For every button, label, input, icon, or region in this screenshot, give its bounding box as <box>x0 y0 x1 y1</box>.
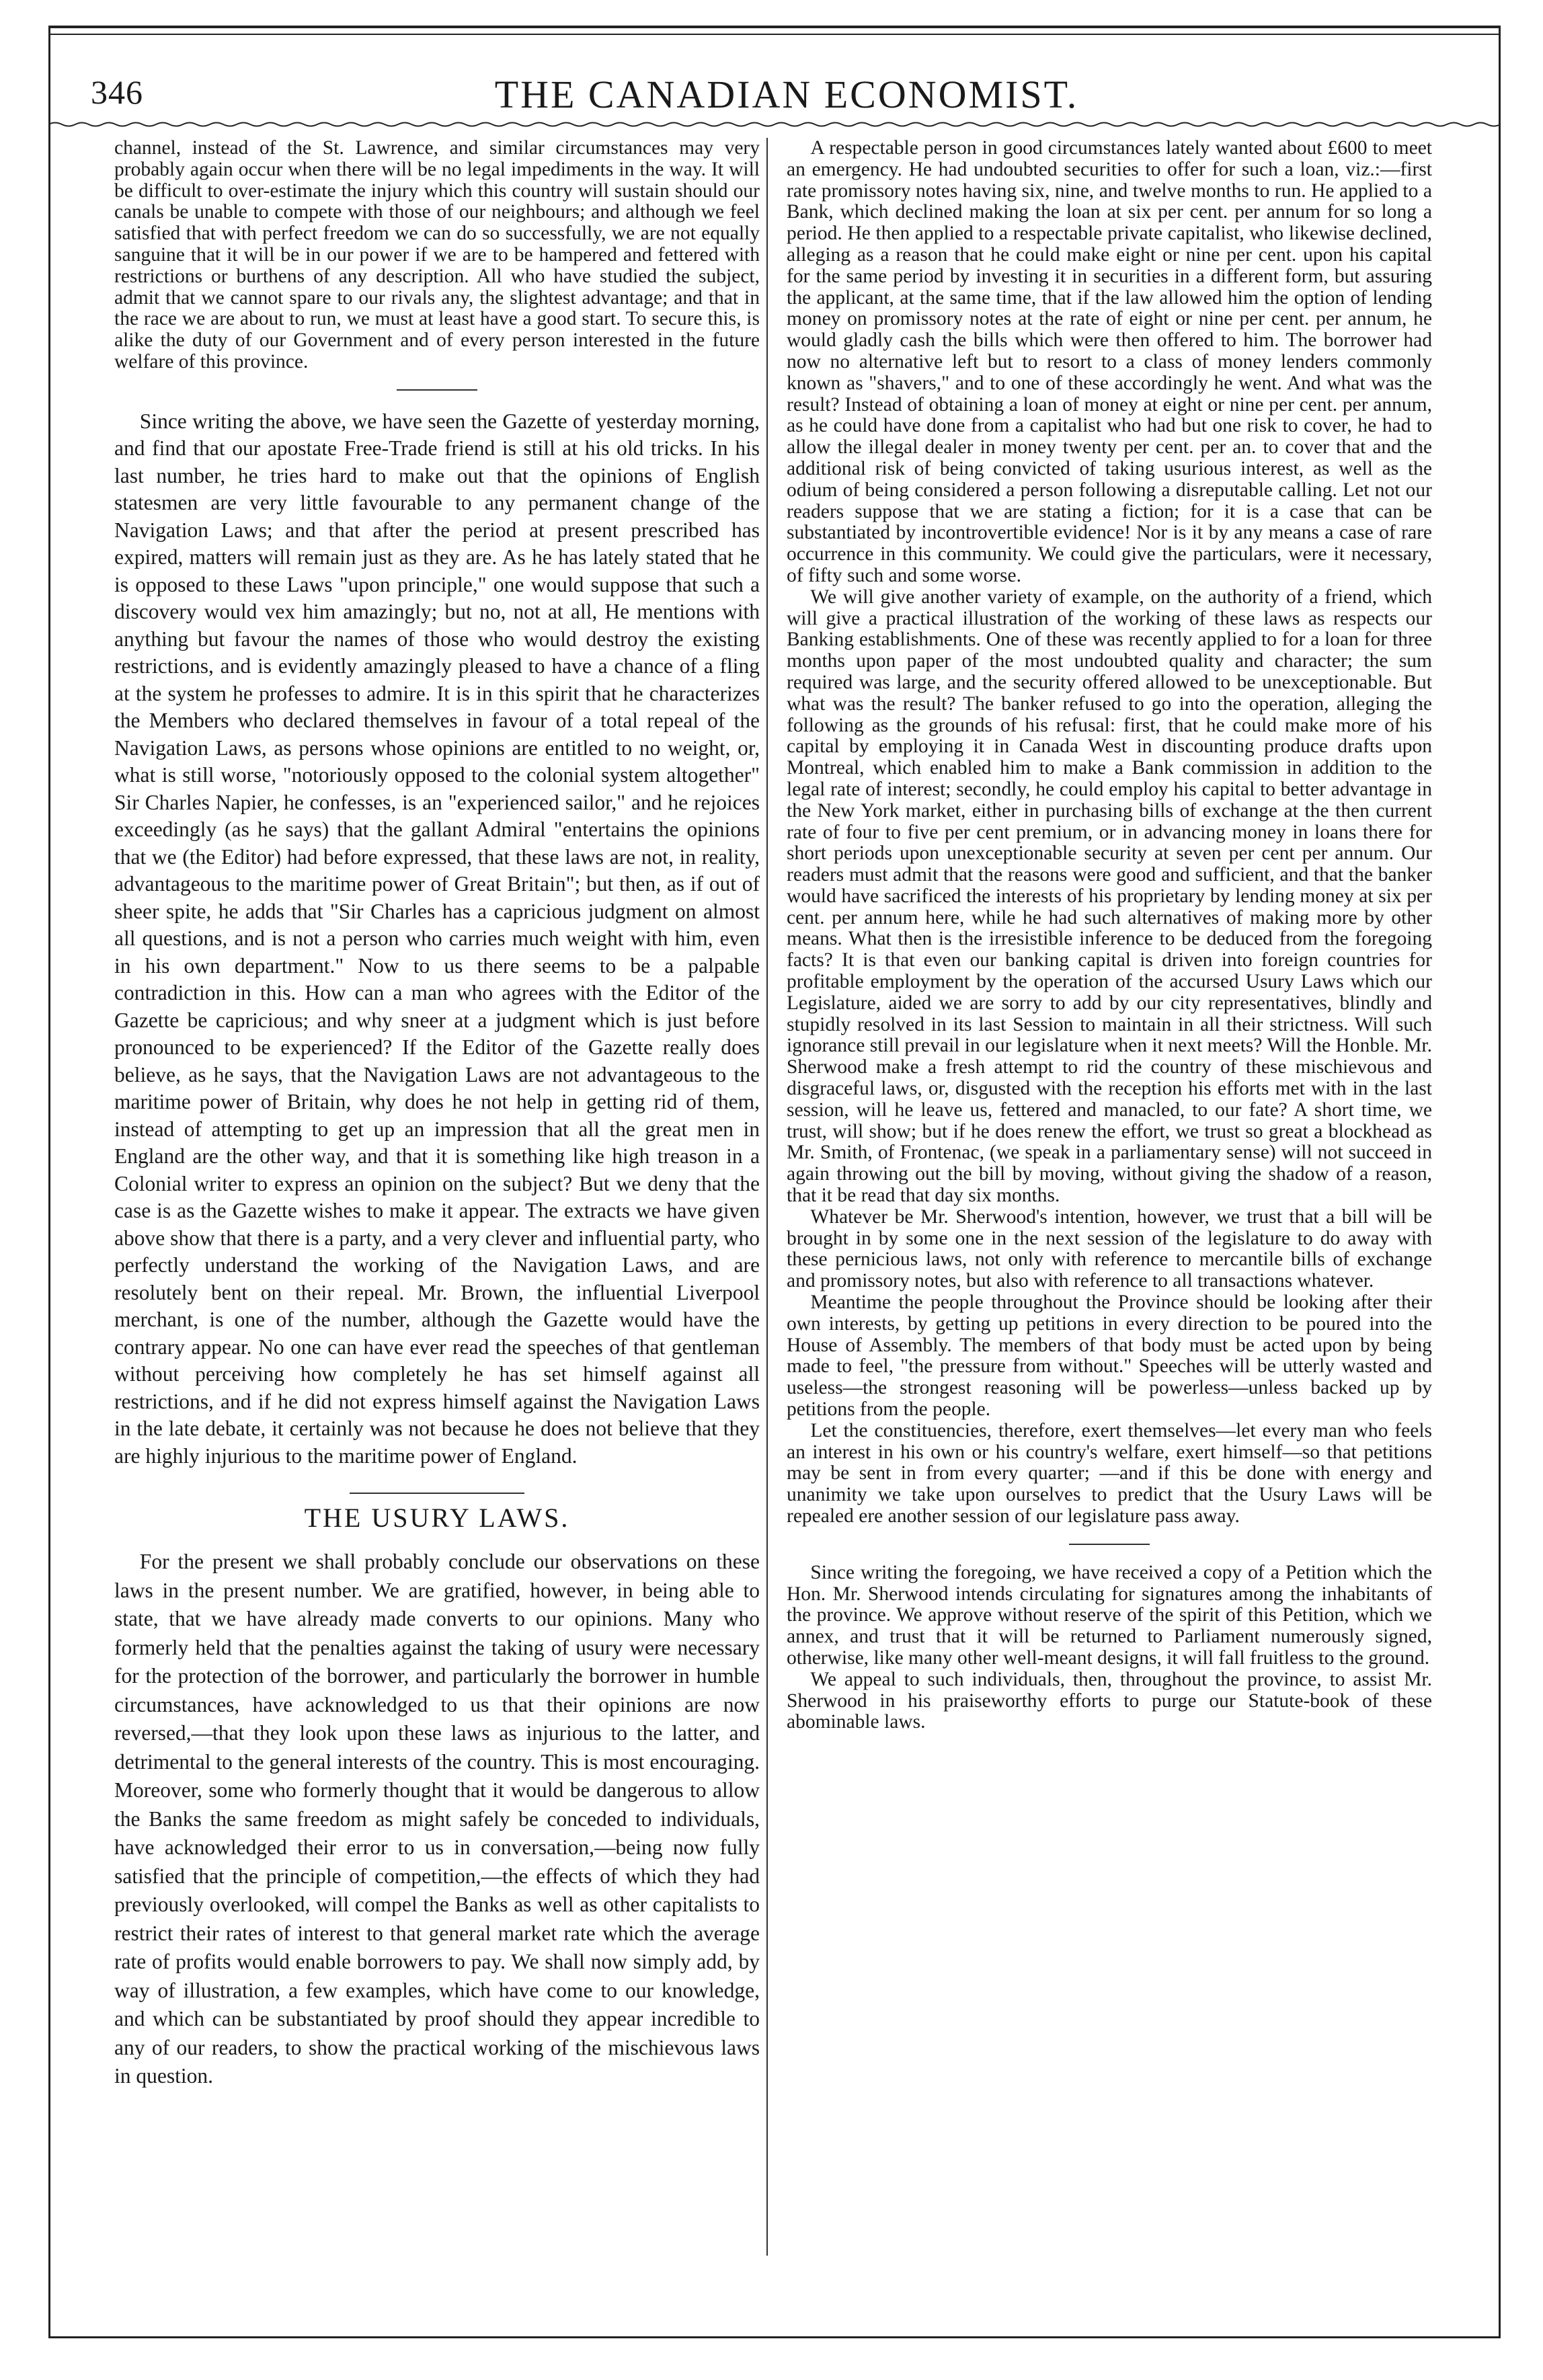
article-paragraph: Whatever be Mr. Sherwood's intention, however, we trust that a bill will be brought in by some one in the next session of the legislature to do away with these pernicious laws, not only with reference to mercantile bills of exchange and promissory notes, but also with reference to all transactions whatever. <box>787 1205 1432 1292</box>
page-number: 346 <box>91 73 143 111</box>
left-column <box>114 138 760 2091</box>
section-divider <box>397 389 477 391</box>
header-wavy-rule <box>48 121 1501 128</box>
right-column <box>787 138 1432 1733</box>
running-head: THE CANADIAN ECONOMIST. <box>494 73 1079 116</box>
section-divider <box>350 1493 524 1494</box>
top-rule-thin <box>48 34 1501 35</box>
article-paragraph: We appeal to such individuals, then, throughout the province, to assist Mr. Sherwood in his praiseworthy efforts to purge our Statute-book of these abominable laws. <box>787 1668 1432 1733</box>
article-paragraph: Meantime the people throughout the Province should be looking after their own interests, by getting up petitions in every direction to be poured into the House of Assembly. The members of that body must be acted upon by being made to feel, "the pressure from without." Speeches will be utterly wasted and useless—the strongest reasoning will be powerless—unless backed up by petitions from the people. <box>787 1292 1432 1421</box>
article-paragraph: Since writing the foregoing, we have received a copy of a Petition which the Hon. Mr. Sherwood intends circulating for signatures among the inhabitants of the province. We approve without reserve of the spirit of this Petition, which we annex, and trust that it will be returned to Parliament numerously signed, otherwise, like many other well-meant designs, it will fall fruitless to the ground. <box>787 1561 1432 1669</box>
top-rule-thick <box>48 26 1501 28</box>
article-paragraph: channel, instead of the St. Lawrence, and similar circumstances may very probably again occur when there will be no legal impediments in the way. It will be difficult to over-estimate the injury which this country will sustain should our canals be unable to compete with those of our neighbours; and although we feel satisfied that with perfect freedom we can do so successfully, we are not equally sanguine that it will be in our power if we are to be hampered and fettered with restrictions or burthens of any description. All who have studied the subject, admit that we cannot spare to our rivals any, the slightest advantage; and that in the race we are about to run, we must at least have a good start. To secure this, is alike the duty of our Government and of every person interested in the future welfare of this province. <box>114 137 760 372</box>
article-paragraph: For the present we shall probably conclude our observations on these laws in the present number. We are gratified, however, in being able to state, that we have already made converts to our opinions. Many who formerly held that the penalties against the taking of usury were necessary for the protection of the borrower, and particularly the borrower in humble circumstances, have acknowledged to us that their opinions are now reversed,—that they look upon these laws as injurious to the latter, and detrimental to the general interests of the country. This is most encouraging. Moreover, some who formerly thought that it would be dangerous to allow the Banks the same freedom as might safely be conceded to individuals, have acknowledged their error to us in conversation,—being now fully satisfied that the principle of competition,—the effects of which they had previously overlooked, will compel the Banks as well as other capitalists to restrict their rates of interest to that general market rate which the average rate of profits would enable borrowers to pay. We shall now simply add, by way of illustration, a few examples, which have come to our knowledge, and which can be substantiated by proof should they appear incredible to any of our readers, to show the practical working of the mischievous laws in question. <box>114 1550 760 2088</box>
article-paragraph: Since writing the above, we have seen the Gazette of yesterday morning, and find that our apostate Free-Trade friend is still at his old tricks. In his last number, he tries hard to make out that the opinions of English statesmen are very little favourable to any permanent change of the Navigation Laws; and that after the period at present prescribed has expired, matters will remain just as they are. As he has lately stated that he is opposed to these Laws "upon principle," one would suppose that such a discovery would vex him amazingly; but no, not at all, He mentions with anything but favour the names of those who would destroy the existing restrictions, and is evidently amazingly pleased to have a chance of a fling at the system he professes to admire. It is in this spirit that he characterizes the Members who declared themselves in favour of a total repeal of the Navigation Laws, as persons whose opinions are entitled to no weight, or, what is still worse, "notoriously opposed to the colonial system altogether" Sir Charles Napier, he confesses, is an "experienced sailor," and he rejoices exceedingly (as he says) that the gallant Admiral "entertains the opinions that we (the Editor) had before expressed, that these laws are not, in reality, advantageous to the maritime power of Great Britain"; but then, as if out of sheer spite, he adds that "Sir Charles has a capricious judgment on almost all questions, and is not a person who carries much weight with him, even in his own department." Now to us there seems to be a palpable contradiction in this. How can a man who agrees with the Editor of the Gazette be capricious; and why sneer at a judgment which is just before pronounced to be experienced? If the Editor of the Gazette really does believe, as he says, that the Navigation Laws are not advantageous to the maritime power of Britain, why does he not help in getting rid of them, instead of attempting to get up an impression that all the great men in England are the other way, and that it is something like high treason in a Colonial writer to express an opinion on the subject? But we deny that the case is as the Gazette wishes to make it appear. The extracts we have given above show that there is a party, and a very clever and influential party, who perfectly understand the working of the Navigation Laws, and are resolutely bent on their repeal. Mr. Brown, the influential Liverpool merchant, is one of the number, although the Gazette would have the contrary appear. No one can have ever read the speeches of that gentleman without perceiving how completely he has set himself against all restrictions, and if he did not express himself against the Navigation Laws in the late debate, it certainly was not because he does not believe that they are highly injurious to the maritime power of England. <box>114 409 760 1468</box>
section-heading: THE USURY LAWS. <box>304 1503 570 1534</box>
article-paragraph: Let the constituencies, therefore, exert themselves—let every man who feels an interest in his own or his country's welfare, exert himself—so that petitions may be sent in from every quarter; —and if this be done with energy and unanimity we take upon ourselves to predict that the Usury Laws will be repealed ere another session of our legislature pass away. <box>787 1419 1432 1527</box>
page-header <box>91 67 1482 114</box>
article-paragraph: We will give another variety of example, on the authority of a friend, which will give a practical illustration of the working of these laws as respects our Banking establishments. One of these was recently applied to for a loan for three months upon paper of the most undoubted quality and character; the sum required was large, and the security offered allowed to be unexceptionable. But what was the result? The banker refused to go into the operation, alleging the following as the grounds of his refusal: first, that he could make more of his capital by employing it in Canada West in discounting produce drafts upon Montreal, which enabled him to make a Bank commission in addition to the legal rate of interest; secondly, he could employ his capital to better advantage in the New York market, either in purchasing bills of exchange at the then current rate of four to five per cent premium, or in advancing money in loans there for short periods upon unexceptionable security at seven per cent per annum. Our readers must admit that the reasons were good and sufficient, and that the banker would have sacrificed the interests of his proprietary by lending money at six per cent. per annum here, while he had such alternatives of making more by other means. What then is the irresistible inference to be deduced from the foregoing facts? It is that even our banking capital is driven into foreign countries for profitable employment by the operation of the accursed Usury Laws which our Legislature, aided we are sorry to add by our city representatives, blindly and stupidly resolved in its last Session to maintain in all their strictness. Will such ignorance still prevail in our legislature when it next meets? Will the Honble. Mr. Sherwood make a fresh attempt to rid the country of these mischievous and disgraceful laws, or, disgusted with the reception his efforts met with in the last session, will he leave us, fettered and manacled, to our fate? A short time, we trust, will show; but if he does renew the effort, we trust so great a blockhead as Mr. Smith, of Frontenac, (we speak in a parliamentary sense) will not succeed in again throwing out the bill by moving, without giving the shadow of a reason, that it be read that day six months. <box>787 586 1432 1207</box>
column-divider <box>766 138 768 2256</box>
section-divider <box>1069 1544 1150 1545</box>
article-paragraph: A respectable person in good circumstances lately wanted about £600 to meet an emergency. He had undoubted securities to offer for such a loan, viz.:—first rate promissory notes having six, nine, and twelve months to run. He applied to a Bank, which declined making the loan at six per cent. per annum for so long a period. He then applied to a respectable private capitalist, who likewise declined, alleging as a reason that he could make eight or nine per cent. upon his capital for the same period by investing it in securities in a different form, but assuring the applicant, at the same time, that if the law allowed him the option of lending money on promissory notes at the rate of eight or nine per cent. per annum, he would gladly cash the bills which were then offered to him. The borrower had now no alternative left but to resort to a class of money lenders commonly known as "shavers," and to one of these accordingly he went. And what was the result? Instead of obtaining a loan of money at eight or nine per cent. per annum, as he could have done from a capitalist who had but one risk to cover, he had to allow the illegal dealer in money twenty per cent. per an. to cover that and the additional risk of being convicted of taking usurious interest, as well as the odium of being considered a person following a disreputable calling. Let not our readers suppose that we are stating a fiction; for it is a case that can be substantiated by incontrovertible evidence! Nor is it by any means a case of rare occurrence in this community. We could give the particulars, were it necessary, of fifty such and some worse. <box>787 137 1432 586</box>
